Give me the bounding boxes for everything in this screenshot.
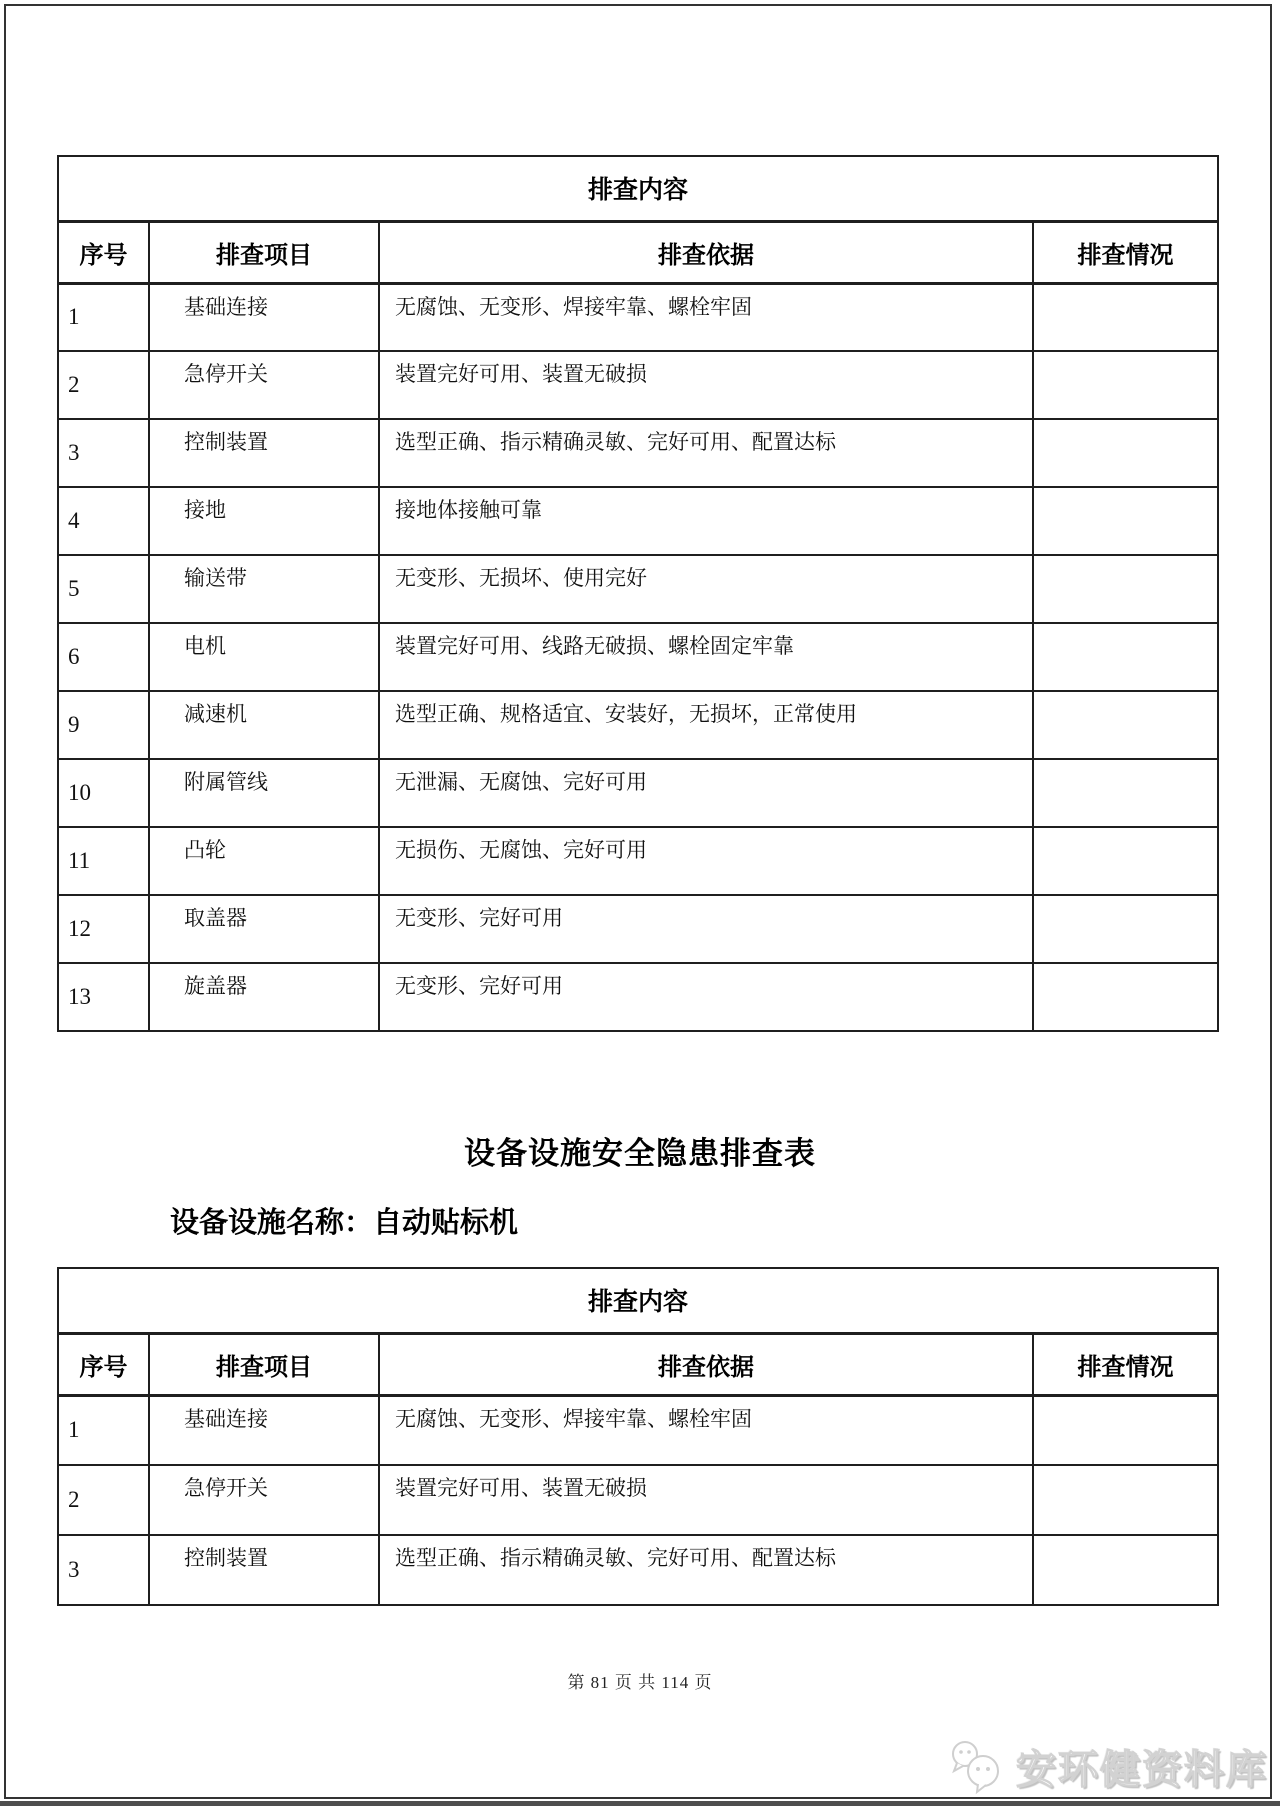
- row-number: 1: [58, 1395, 149, 1465]
- table-row: [58, 1465, 1218, 1535]
- status-cell: [1033, 691, 1218, 759]
- status-cell: [1033, 759, 1218, 827]
- status-cell: [1033, 623, 1218, 691]
- status-cell: [1033, 1465, 1218, 1535]
- row-number: 3: [58, 1535, 149, 1605]
- item-cell: 基础连接: [149, 283, 379, 351]
- table-row: [58, 759, 1218, 827]
- basis-cell: 装置完好可用、线路无破损、螺栓固定牢靠: [379, 623, 1033, 691]
- row-number: 12: [58, 895, 149, 963]
- item-cell: 急停开关: [149, 351, 379, 419]
- item-cell: 控制装置: [149, 1535, 379, 1605]
- item-cell: 控制装置: [149, 419, 379, 487]
- table-row: [58, 1535, 1218, 1605]
- row-number: 4: [58, 487, 149, 555]
- column-header: 序号: [58, 221, 149, 283]
- bottom-edge-bar: [0, 1801, 1280, 1806]
- row-number: 1: [58, 283, 149, 351]
- column-header: 排查依据: [379, 1333, 1033, 1395]
- table-row: [58, 351, 1218, 419]
- status-cell: [1033, 1395, 1218, 1465]
- row-number: 5: [58, 555, 149, 623]
- inspection-table: [57, 1267, 1219, 1606]
- row-number: 10: [58, 759, 149, 827]
- wechat-bubbles-icon: [948, 1739, 1006, 1795]
- status-cell: [1033, 895, 1218, 963]
- inspection-table: [57, 155, 1219, 1032]
- table-row: [58, 555, 1218, 623]
- item-cell: 附属管线: [149, 759, 379, 827]
- column-header: 排查项目: [149, 1333, 379, 1395]
- watermark: [948, 1738, 1268, 1795]
- row-number: 9: [58, 691, 149, 759]
- page-number: 第 81 页 共 114 页: [567, 1673, 713, 1692]
- status-cell: [1033, 1535, 1218, 1605]
- column-header: 排查情况: [1033, 1333, 1218, 1395]
- status-cell: [1033, 283, 1218, 351]
- basis-cell: 无变形、完好可用: [379, 895, 1033, 963]
- equipment-name-label: 设备设施名称：自动贴标机: [170, 1207, 519, 1239]
- table-row: [58, 623, 1218, 691]
- item-cell: 接地: [149, 487, 379, 555]
- column-header: 排查情况: [1033, 221, 1218, 283]
- basis-cell: 装置完好可用、装置无破损: [379, 1465, 1033, 1535]
- section-title: 设备设施安全隐患排查表: [464, 1136, 816, 1171]
- row-number: 13: [58, 963, 149, 1031]
- basis-cell: 选型正确、指示精确灵敏、完好可用、配置达标: [379, 1535, 1033, 1605]
- status-cell: [1033, 827, 1218, 895]
- table-row: [58, 895, 1218, 963]
- item-cell: 凸轮: [149, 827, 379, 895]
- item-cell: 基础连接: [149, 1395, 379, 1465]
- item-cell: 输送带: [149, 555, 379, 623]
- item-cell: 减速机: [149, 691, 379, 759]
- basis-cell: 接地体接触可靠: [379, 487, 1033, 555]
- column-header: 排查依据: [379, 221, 1033, 283]
- status-cell: [1033, 963, 1218, 1031]
- table-row: [58, 963, 1218, 1031]
- table-row: [58, 691, 1218, 759]
- status-cell: [1033, 419, 1218, 487]
- status-cell: [1033, 487, 1218, 555]
- table-row: [58, 419, 1218, 487]
- row-number: 2: [58, 351, 149, 419]
- row-number: 2: [58, 1465, 149, 1535]
- table-caption: 排查内容: [58, 1268, 1218, 1333]
- basis-cell: 无腐蚀、无变形、焊接牢靠、螺栓牢固: [379, 283, 1033, 351]
- row-number: 3: [58, 419, 149, 487]
- basis-cell: 无变形、无损坏、使用完好: [379, 555, 1033, 623]
- basis-cell: 无泄漏、无腐蚀、完好可用: [379, 759, 1033, 827]
- item-cell: 急停开关: [149, 1465, 379, 1535]
- status-cell: [1033, 555, 1218, 623]
- watermark-label: 安环健资料库: [1016, 1748, 1268, 1792]
- basis-cell: 选型正确、规格适宜、安装好，无损坏，正常使用: [379, 691, 1033, 759]
- status-cell: [1033, 351, 1218, 419]
- table-row: [58, 827, 1218, 895]
- inspection-table-1: [57, 155, 1217, 1032]
- item-cell: 取盖器: [149, 895, 379, 963]
- table-row: [58, 487, 1218, 555]
- basis-cell: 无腐蚀、无变形、焊接牢靠、螺栓牢固: [379, 1395, 1033, 1465]
- basis-cell: 装置完好可用、装置无破损: [379, 351, 1033, 419]
- item-cell: 旋盖器: [149, 963, 379, 1031]
- basis-cell: 选型正确、指示精确灵敏、完好可用、配置达标: [379, 419, 1033, 487]
- inspection-table-2: [57, 1267, 1217, 1606]
- column-header: 排查项目: [149, 221, 379, 283]
- basis-cell: 无变形、完好可用: [379, 963, 1033, 1031]
- table-caption: 排查内容: [58, 156, 1218, 221]
- basis-cell: 无损伤、无腐蚀、完好可用: [379, 827, 1033, 895]
- row-number: 6: [58, 623, 149, 691]
- column-header: 序号: [58, 1333, 149, 1395]
- row-number: 11: [58, 827, 149, 895]
- item-cell: 电机: [149, 623, 379, 691]
- table-row: [58, 283, 1218, 351]
- table-row: [58, 1395, 1218, 1465]
